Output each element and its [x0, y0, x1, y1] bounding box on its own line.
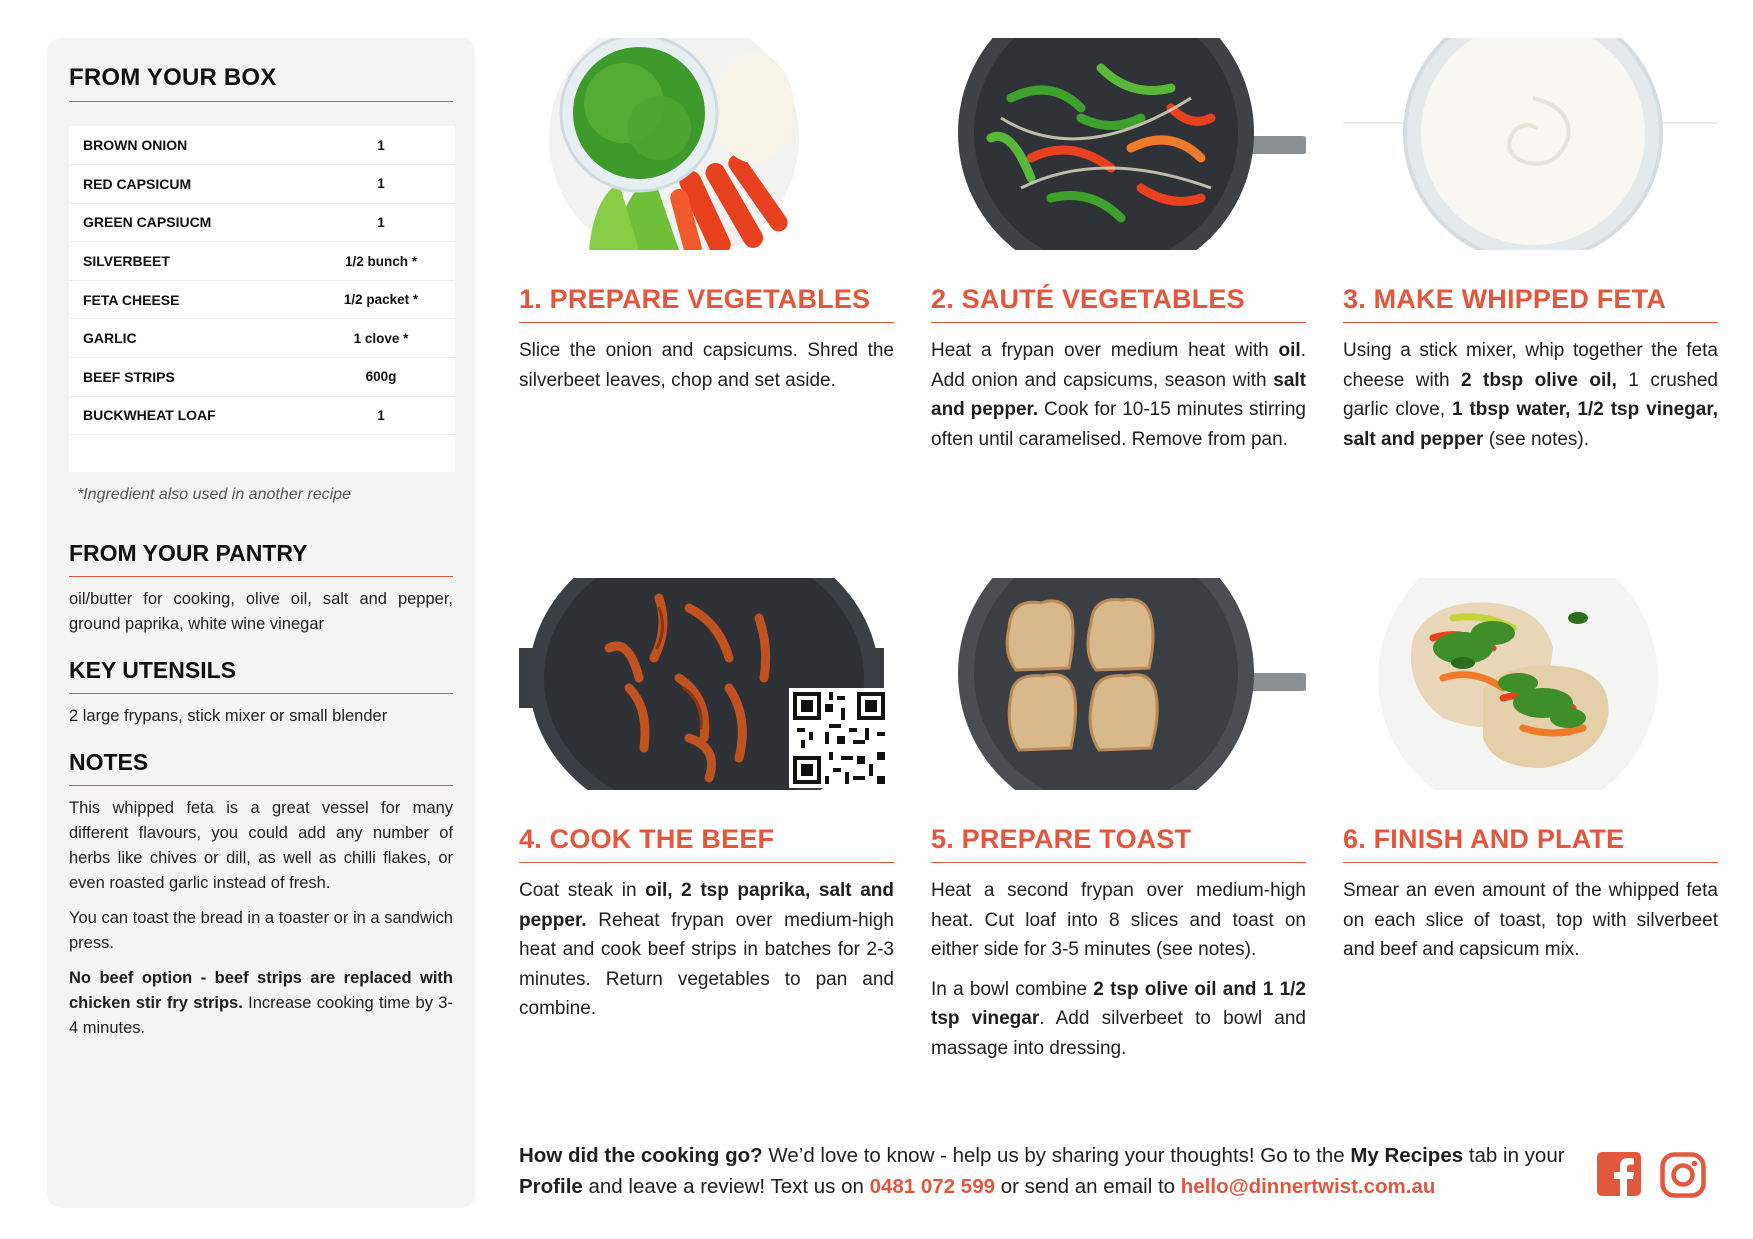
profile-text: Profile	[519, 1175, 583, 1198]
step-text: Using a stick mixer, whip together the feta cheese with 2 tbsp olive oil, 1 crushed garlic clove, 1 tbsp water, 1/2 tsp vinegar, salt and pepper (see notes).	[1343, 340, 1718, 450]
notes-paragraph: This whipped feta is a great vessel for many different flavours, you could add any number of herbs like chives or dill, as well as chilli flakes, or even roasted garlic instead of fresh.	[69, 798, 453, 892]
ingredient-name: BROWN ONION	[69, 126, 307, 165]
my-recipes-text: My Recipes	[1350, 1144, 1464, 1167]
pantry-text: oil/butter for cooking, olive oil, salt and pepper, ground paprika, white wine vinegar	[69, 589, 453, 633]
ingredient-name: GARLIC	[69, 319, 307, 358]
notes-text: Increase cooking time by 3-4 minutes.	[69, 993, 453, 1037]
ingredient-qty: 1	[307, 126, 455, 165]
step-1	[519, 38, 894, 395]
ingredients-sidebar	[47, 38, 475, 1208]
step-title: 5. PREPARE TOAST	[931, 824, 1306, 863]
table-row	[69, 165, 455, 204]
plated-dish-photo	[1343, 578, 1718, 790]
step-title: 6. FINISH AND PLATE	[1343, 824, 1718, 863]
step-text: Smear an even amount of the whipped feta on each slice of toast, top with silverbeet and beef and capsicum mix.	[1343, 880, 1718, 960]
prepared-vegetables-photo	[519, 38, 894, 250]
ingredient-name: SILVERBEET	[69, 242, 307, 281]
notes-bold-text: No beef option - beef strips are replaced with chicken stir fry strips.	[69, 968, 453, 1012]
email-link[interactable]: hello@dinnertwist.com.au	[1180, 1175, 1436, 1198]
table-row	[69, 396, 455, 435]
table-row	[69, 203, 455, 242]
whipped-feta-photo	[1343, 38, 1718, 250]
step-text: Heat a second frypan over medium-high heat. Cut loaf into 8 slices and toast on either side for 3-5 minutes (see notes). In a bowl combine 2 tsp olive oil and 1 1/2 tsp vinegar. Add silverbeet to bowl and massage into dressing.	[931, 880, 1306, 1059]
instagram-icon[interactable]	[1660, 1152, 1706, 1198]
step-text: Coat steak in oil, 2 tsp paprika, salt and pepper. Reheat frypan over medium-high heat and cook beef strips in batches for 2-3 minutes. Return vegetables to pan and combine.	[519, 880, 894, 1019]
table-spacer-row	[69, 435, 455, 472]
step-5	[931, 578, 1306, 1063]
utensils-title: KEY UTENSILS	[69, 657, 453, 694]
ingredient-name: BUCKWHEAT LOAF	[69, 396, 307, 435]
utensils-section	[69, 657, 453, 729]
step-title: 2. SAUTÉ VEGETABLES	[931, 284, 1306, 323]
ingredient-qty: 1/2 bunch *	[307, 242, 455, 281]
pantry-section	[69, 540, 453, 637]
table-row	[69, 242, 455, 281]
facebook-icon[interactable]	[1597, 1152, 1641, 1196]
pantry-title: FROM YOUR PANTRY	[69, 540, 453, 577]
step-4	[519, 578, 894, 1024]
ingredient-qty: 1	[307, 396, 455, 435]
utensils-text: 2 large frypans, stick mixer or small blender	[69, 706, 388, 725]
ingredient-qty: 1	[307, 203, 455, 242]
table-row	[69, 319, 455, 358]
feedback-question: How did the cooking go?	[519, 1144, 763, 1167]
ingredient-qty: 1/2 packet *	[307, 280, 455, 319]
step-title: 1. PREPARE VEGETABLES	[519, 284, 894, 323]
step-title: 3. MAKE WHIPPED FETA	[1343, 284, 1718, 323]
phone-link[interactable]: 0481 072 599	[869, 1175, 995, 1198]
step-2	[931, 38, 1306, 454]
feedback-footer: How did the cooking go? We’d love to know - help us by sharing your thoughts! Go to the My Recipes tab in your Profile and leave a review! Text us on 0481 072 599 or send an email to hello@dinnertwist.com.au	[519, 1144, 1565, 1198]
step-3	[1343, 38, 1718, 454]
ingredient-name: RED CAPSICUM	[69, 165, 307, 204]
step-6	[1343, 578, 1718, 965]
cooking-beef-photo	[519, 578, 894, 790]
notes-section	[69, 749, 453, 1041]
ingredient-qty: 1 clove *	[307, 319, 455, 358]
ingredients-table	[69, 126, 455, 472]
toast-photo	[931, 578, 1306, 790]
notes-title: NOTES	[69, 749, 453, 786]
ingredient-name: FETA CHEESE	[69, 280, 307, 319]
sauteed-vegetables-photo	[931, 38, 1306, 250]
table-row	[69, 126, 455, 165]
table-row	[69, 280, 455, 319]
ingredient-footnote: *Ingredient also used in another recipe	[77, 485, 351, 503]
ingredient-name: GREEN CAPSIUCM	[69, 203, 307, 242]
ingredient-name: BEEF STRIPS	[69, 358, 307, 397]
step-text: Slice the onion and capsicums. Shred the silverbeet leaves, chop and set aside.	[519, 340, 894, 391]
notes-paragraph: You can toast the bread in a toaster or in a sandwich press.	[69, 908, 453, 952]
qr-code	[789, 688, 889, 788]
step-text: Heat a frypan over medium heat with oil. Add onion and capsicums, season with salt and pepper. Cook for 10-15 minutes stirring often until caramelised. Remove from pan.	[931, 340, 1306, 450]
ingredient-qty: 600g	[307, 358, 455, 397]
ingredient-qty: 1	[307, 165, 455, 204]
from-your-box-title: FROM YOUR BOX	[69, 64, 453, 102]
table-row	[69, 358, 455, 397]
step-title: 4. COOK THE BEEF	[519, 824, 894, 863]
notes-paragraph	[69, 966, 453, 1041]
